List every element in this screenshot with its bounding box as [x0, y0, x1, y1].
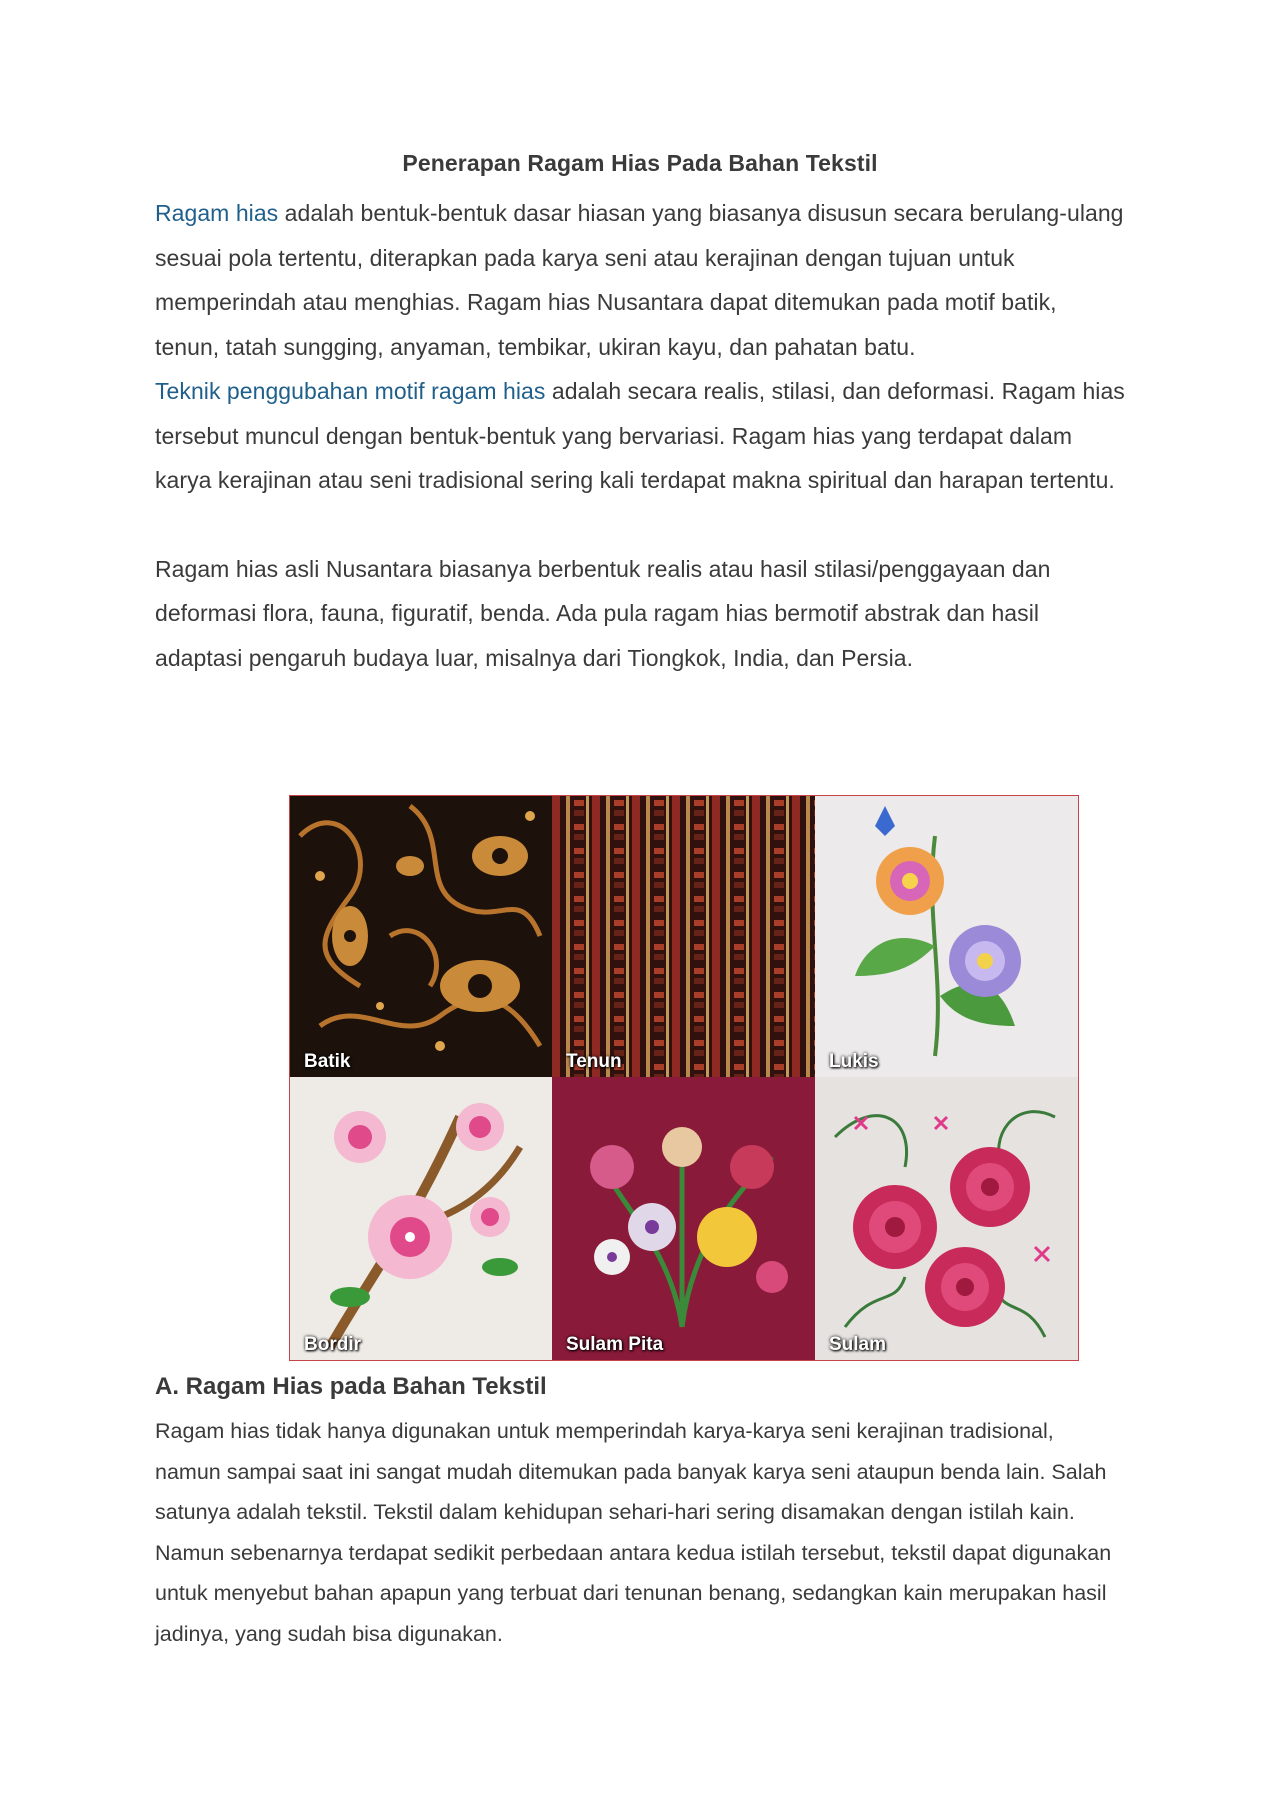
paragraph-text: adalah bentuk-bentuk dasar hiasan yang biasanya disusun secara berulang-ulang sesuai pola tertentu, diterapkan pada karya seni atau kerajinan dengan tujuan untuk memperindah atau menghias. Ragam hias Nusantara dapat ditemukan pada motif batik, tenun, tatah sungging, anyaman, tembikar, ukiran kayu, dan pahatan batu.: [155, 200, 1124, 360]
section-a: [155, 1373, 1125, 1654]
page-title: Penerapan Ragam Hias Pada Bahan Tekstil: [402, 150, 878, 176]
gallery-item-lukis: [815, 796, 1078, 1077]
tenun-image: [552, 796, 815, 1077]
caption-sulam-pita: Sulam Pita: [566, 1334, 664, 1355]
caption-tenun: Tenun: [566, 1051, 622, 1072]
gallery-item-batik: [290, 796, 552, 1077]
caption-sulam: Sulam: [829, 1334, 887, 1355]
textile-gallery: [289, 795, 1079, 1361]
caption-batik: Batik: [304, 1051, 351, 1072]
batik-image: [290, 796, 552, 1077]
lukis-image: [815, 796, 1078, 1077]
section-body: Ragam hias tidak hanya digunakan untuk memperindah karya-karya seni kerajinan tradisional, namun sampai saat ini sangat mudah ditemukan pada banyak karya seni ataupun benda lain. Salah satunya adalah tekstil. Tekstil dalam kehidupan sehari-hari sering disamakan dengan istilah kain. Namun sebenarnya terdapat sedikit perbedaan antara kedua istilah tersebut, tekstil dapat digunakan untuk menyebut bahan apapun yang terbuat dari tenunan benang, sedangkan kain merupakan hasil jadinya, yang sudah bisa digunakan.: [155, 1419, 1112, 1646]
gallery-item-sulam: [815, 1077, 1078, 1360]
gallery-item-sulam-pita: [552, 1077, 815, 1360]
caption-lukis: Lukis: [829, 1051, 879, 1072]
caption-bordir: Bordir: [304, 1334, 361, 1355]
sulam-image: [815, 1077, 1078, 1360]
section-heading: A. Ragam Hias pada Bahan Tekstil: [155, 1373, 547, 1400]
sulam-pita-image: [552, 1077, 815, 1360]
gallery-item-bordir: [290, 1077, 552, 1360]
paragraph-text: adalah secara realis, stilasi, dan deformasi. Ragam hias tersebut muncul dengan bentuk-bentuk yang bervariasi. Ragam hias yang terdapat dalam karya kerajinan atau seni tradisional sering kali terdapat makna spiritual dan harapan tertentu.: [155, 378, 1125, 493]
paragraph-ragam-hias: [155, 191, 1125, 369]
paragraph-teknik: [155, 369, 1125, 503]
document-page: [155, 150, 1125, 680]
gallery-item-tenun: [552, 796, 815, 1077]
link-ragam-hias[interactable]: Ragam hias: [155, 200, 279, 226]
link-teknik-penggubahan[interactable]: Teknik penggubahan motif ragam hias: [155, 378, 546, 404]
bordir-image: [290, 1077, 552, 1360]
paragraph-nusantara: Ragam hias asli Nusantara biasanya berbentuk realis atau hasil stilasi/penggayaan dan deformasi flora, fauna, figuratif, benda. Ada pula ragam hias bermotif abstrak dan hasil adaptasi pengaruh budaya luar, misalnya dari Tiongkok, India, dan Persia.: [155, 555, 1051, 671]
